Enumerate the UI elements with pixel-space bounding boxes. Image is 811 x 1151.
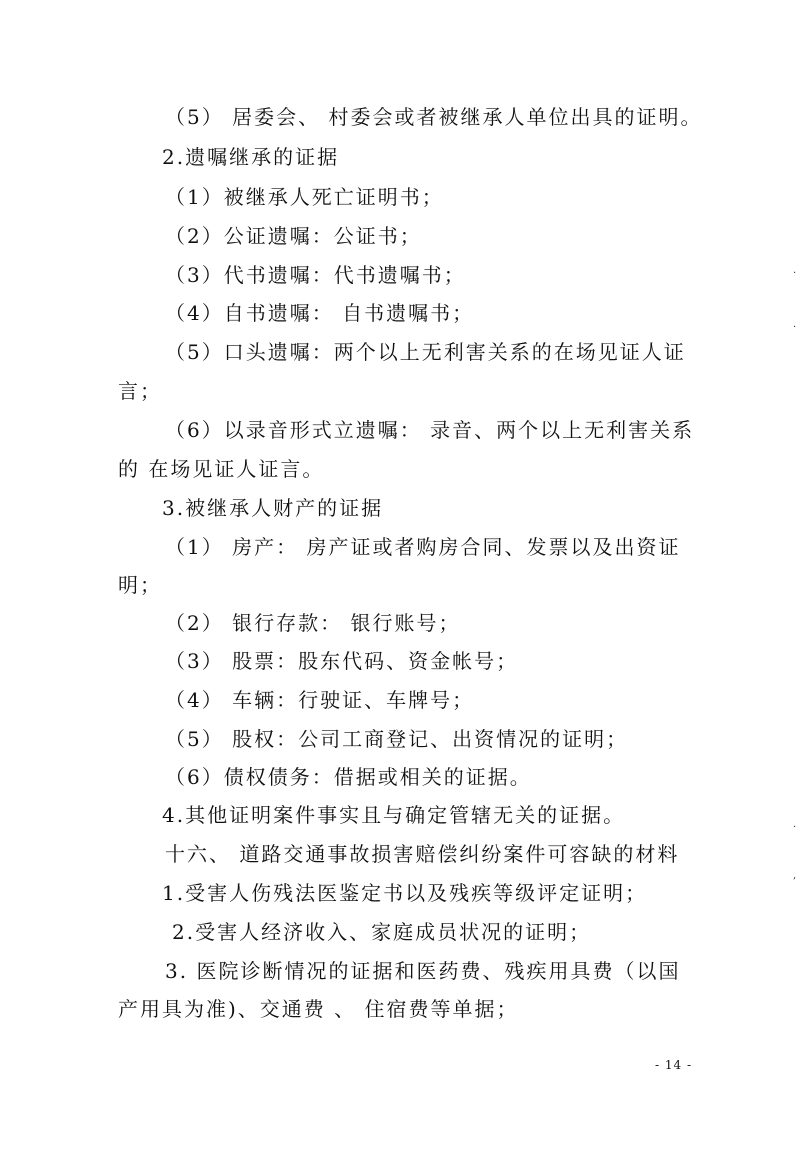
text-line: （2） 银行存款： 银行账号；	[165, 611, 461, 635]
section-heading: 4.其他证明案件事实且与确定管辖无关的证据。	[162, 803, 626, 827]
scan-mark: ·	[793, 268, 797, 279]
text-line: 2.受害人经济收入、家庭成员状况的证明；	[172, 920, 592, 944]
text-line: 1.受害人伤残法医鉴定书以及残疾等级评定证明；	[162, 881, 648, 905]
text-line: （6）债权债务：借据或相关的证据。	[165, 765, 532, 789]
text-line: 3. 医院诊断情况的证据和医药费、残疾用具费（以国	[165, 959, 681, 983]
text-line: 言；	[118, 379, 162, 403]
section-heading: 2.遗嘱继承的证据	[162, 145, 340, 169]
text-line: （3）代书遗嘱：代书遗嘱书；	[165, 263, 466, 287]
text-line: （5）口头遗嘱：两个以上无利害关系的在场见证人证	[165, 340, 686, 364]
scan-mark: ·	[793, 322, 797, 333]
section-heading: 3.被继承人财产的证据	[162, 496, 384, 520]
scan-mark: ,	[793, 870, 797, 881]
text-line: （5） 居委会、 村委会或者被继承人单位出具的证明。	[165, 105, 703, 129]
text-line: 产用具为准)、交通费 、 住宿费等单据；	[118, 997, 519, 1021]
text-line: （4） 车辆：行驶证、车牌号；	[165, 688, 475, 712]
text-line: （3） 股票：股东代码、资金帐号；	[165, 649, 519, 673]
text-line: （1）被继承人死亡证明书；	[165, 185, 444, 209]
text-line: （1） 房产： 房产证或者购房合同、发票以及出资证	[165, 535, 681, 559]
text-line: 明；	[118, 573, 162, 597]
scan-mark: ·	[793, 822, 797, 833]
text-line: （6）以录音形式立遗嘱： 录音、两个以上无利害关系	[165, 418, 695, 442]
chapter-heading: 十六、 道路交通事故损害赔偿纠纷案件可容缺的材料	[165, 842, 680, 866]
text-line: （4）自书遗嘱： 自书遗嘱书；	[165, 301, 475, 325]
text-line: （2）公证遗嘱：公证书；	[165, 224, 422, 248]
text-line: 的 在场见证人证言。	[118, 457, 325, 481]
page-number: - 14 -	[655, 1058, 693, 1072]
text-line: （5） 股权：公司工商登记、出资情况的证明；	[165, 727, 629, 751]
